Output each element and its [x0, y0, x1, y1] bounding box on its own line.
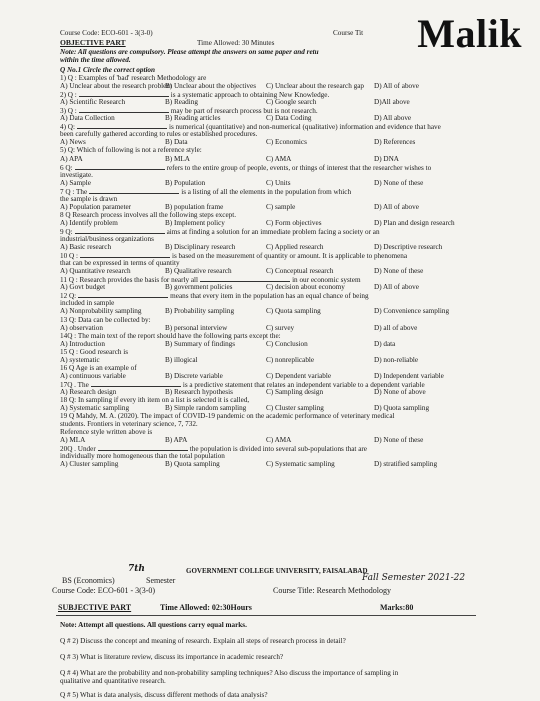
subj-course-title: Course Title: Research Methodology	[273, 586, 391, 595]
question-text: 20Q . Under	[60, 445, 96, 454]
subj-note: Note: Attempt all questions. All questions carry equal marks.	[60, 621, 247, 629]
obj-question-heading: Q No.1 Circle the correct option	[60, 66, 156, 74]
option-a: A) Cluster sampling	[60, 460, 119, 469]
option-c: C) sample	[266, 202, 296, 211]
option-d: D) stratified sampling	[374, 460, 438, 469]
option-c: C) Units	[266, 178, 291, 187]
question-continuation: students. Frontiers in veterinary science, 7, 732.	[60, 420, 198, 429]
question-tail: is a listing of all the elements in the population from which	[181, 187, 352, 196]
answer-blank	[91, 380, 181, 387]
question-stem	[60, 146, 202, 154]
option-b: B) Reading articles	[165, 114, 221, 123]
question-text: 8 Q Research process involves all the following steps except.	[60, 210, 237, 219]
question-stem	[60, 332, 281, 340]
option-a: A) Research design	[60, 387, 117, 396]
option-b: B) Summary of findings	[165, 339, 236, 348]
option-c: C) Cluster sampling	[266, 404, 324, 413]
question-continuation: industrial/business organizations	[60, 235, 154, 243]
question-stem	[60, 316, 151, 324]
option-d: D) Plan and design research	[374, 218, 455, 227]
option-d: D) Convenience sampling	[374, 307, 450, 316]
question-continuation: investigate.	[60, 170, 93, 179]
obj-note-line1: Note: All questions are compulsory. Please attempt the answers on same paper and retu	[60, 48, 319, 56]
option-d: D) All above	[374, 114, 412, 123]
option-d: D) data	[374, 339, 396, 348]
option-d: D) Descriptive research	[374, 243, 443, 252]
option-c: C) Unclear about the research gap	[266, 82, 364, 91]
question-stem	[60, 396, 249, 404]
option-a: A) systematic	[60, 355, 100, 364]
question-text: 2) Q :	[60, 91, 77, 100]
option-c: C) Applied research	[266, 243, 324, 252]
question-text: 13 Q: Data can be collected by:	[60, 315, 151, 324]
option-c: C) Dependent variable	[266, 371, 332, 380]
option-a: A) Introduction	[60, 339, 105, 348]
option-c: C) AMA	[266, 436, 292, 445]
option-a: A) News	[60, 138, 86, 147]
question-continuation: Reference style written above is	[60, 428, 153, 437]
question-text: 15 Q : Good research is	[60, 347, 129, 356]
option-a: A) Identify problem	[60, 218, 118, 227]
question-tail: means that every item in the population has an equal chance of being	[170, 292, 369, 301]
option-c: C) Conclusion	[266, 339, 308, 348]
answer-blank	[98, 444, 188, 451]
option-b: B) Unclear about the objectives	[165, 82, 257, 91]
question-text: 12 Q:	[60, 292, 77, 301]
option-c: C) Economics	[266, 138, 307, 147]
option-d: D) References	[374, 138, 416, 147]
obj-part-title: OBJECTIVE PART	[60, 38, 126, 47]
question-continuation: the sample is drawn	[60, 194, 118, 203]
answer-blank	[79, 106, 169, 113]
option-d: D) None of these	[374, 436, 424, 445]
option-a: A) Population parameter	[60, 202, 132, 211]
option-b: B) Qualitative research	[165, 267, 232, 276]
option-a: A) Scientific Research	[60, 98, 126, 107]
option-d: D) All of above	[374, 202, 419, 211]
option-a: A) Govt budget	[60, 283, 106, 292]
subj-part-title: SUBJECTIVE PART	[58, 603, 132, 612]
question-text: 16 Q Age is an example of	[60, 363, 137, 372]
obj-course-title-cut: Course Tit	[333, 29, 364, 37]
divider	[56, 615, 476, 616]
answer-blank	[89, 187, 179, 194]
option-c: C) Conceptual research	[266, 267, 334, 276]
question-text: 3) Q :	[60, 107, 77, 116]
handwritten-semester: Fall Semester 2021-22	[362, 573, 466, 583]
option-b: B) Implement policy	[165, 218, 225, 227]
option-d: D) non-reliable	[374, 355, 419, 364]
option-b: B) Research hypothesis	[165, 387, 233, 396]
option-b: B) Population	[165, 178, 206, 187]
option-a: A) continuous variable	[60, 371, 126, 380]
option-b: B) Simple random sampling	[165, 404, 247, 413]
question-continuation: individually more homogeneous than the total population	[60, 452, 225, 461]
option-c: C) AMA	[266, 154, 292, 163]
option-a: A) observation	[60, 323, 103, 332]
option-a: A) Quantitative research	[60, 267, 131, 276]
subj-question-4-line1: Q # 4) What are the probability and non-probability sampling techniques? Also discuss the importance of sampling in	[60, 669, 399, 677]
option-d: D) Independent variable	[374, 371, 444, 380]
question-continuation: that can be expressed in terms of quantity	[60, 259, 180, 268]
handwritten-7th: 7th	[128, 564, 145, 574]
question-text: 14Q : The main text of the report should have the following parts except the:	[60, 331, 281, 340]
subj-semester-label: Semester	[146, 576, 176, 585]
subj-question-3: Q # 3) What is literature review, discuss its importance in academic research?	[60, 653, 284, 661]
subj-course-code: Course Code: ECO-601 - 3(3-0)	[52, 586, 156, 595]
option-c: C) Sampling design	[266, 387, 324, 396]
question-stem	[60, 211, 236, 219]
obj-note-line2: within the time allowed.	[60, 56, 131, 64]
option-b: B) APA	[165, 436, 188, 445]
option-d: D) DNA	[374, 154, 399, 163]
subj-question-4-line2: qualitative and quantitative research.	[60, 677, 166, 685]
question-stem	[60, 163, 431, 172]
option-b: B) Quota sampling	[165, 460, 220, 469]
question-continuation: been carefully gathered according to rules or established procedures.	[60, 130, 258, 139]
question-tail: may be part of research process but is not research.	[170, 107, 318, 116]
question-tail: aims at finding a solution for an immediate problem facing a society or an	[166, 227, 380, 236]
option-a: A) Data Collection	[60, 114, 115, 123]
option-b: B) Disciplinary research	[165, 243, 236, 252]
university-name: GOVERNMENT COLLEGE UNIVERSITY, FAISALABAD	[186, 567, 368, 575]
option-d: D) All of above	[374, 82, 419, 91]
question-text: 5) Q: Which of following is not a reference style:	[60, 146, 202, 155]
option-a: A) Sample	[60, 178, 91, 187]
option-c: C) Google search	[266, 98, 317, 107]
answer-blank	[80, 251, 170, 258]
question-tail: is based on the measurement of quantity or amount. It is applicable to phenomena	[171, 252, 408, 261]
question-stem	[60, 364, 137, 372]
obj-time-allowed: Time Allowed: 30 Minutes	[197, 39, 275, 47]
option-a: A) MLA	[60, 436, 86, 445]
option-b: B) Probability sampling	[165, 307, 235, 316]
question-stem	[60, 74, 206, 82]
option-a: A) Systematic sampling	[60, 404, 130, 413]
option-a: A) Unclear about the research problem	[60, 82, 172, 91]
question-text: 11 Q : Research provides the basis for nearly all	[60, 276, 199, 285]
subj-marks: Marks:80	[380, 603, 414, 612]
option-d: D) Quota sampling	[374, 404, 430, 413]
option-c: C) Form objectives	[266, 218, 322, 227]
option-c: C) survey	[266, 323, 295, 332]
option-b: B) Reading	[165, 98, 198, 107]
option-b: B) population frame	[165, 202, 224, 211]
option-a: A) Basic research	[60, 243, 112, 252]
question-text: 19 Q Mahdy, M. A. (2020). The impact of COVID-19 pandemic on the academic performance of veterinary medical	[60, 412, 395, 421]
option-c: C) Quota sampling	[266, 307, 321, 316]
question-text: 17Q . The	[60, 380, 89, 389]
option-b: B) government policies	[165, 283, 233, 292]
option-c: C) Data Coding	[266, 114, 312, 123]
answer-blank	[200, 275, 290, 282]
question-tail: is a systematic approach to obtaining New Knowledge.	[170, 91, 330, 100]
question-text: 10 Q :	[60, 252, 78, 261]
answer-blank	[78, 291, 168, 298]
question-tail: the population is divided into several sub-populations that are	[189, 445, 367, 454]
option-a: A) Nonprobability sampling	[60, 307, 142, 316]
subj-question-2: Q # 2) Discuss the concept and meaning of research. Explain all steps of research process in detail?	[60, 637, 346, 645]
question-text: 6 Q:	[60, 163, 73, 172]
option-d: D) None of these	[374, 178, 424, 187]
subj-program: BS (Economics)	[62, 576, 115, 585]
question-text: 9 Q:	[60, 227, 73, 236]
question-continuation: included in sample	[60, 299, 115, 308]
option-d: D) all of above	[374, 323, 418, 332]
question-tail: is a predictive statement that relates an independent variable to a dependent variable	[182, 380, 425, 389]
option-c: C) decision about economy	[266, 283, 345, 292]
option-c: C) Systematic sampling	[266, 460, 335, 469]
answer-blank	[79, 90, 169, 97]
question-text: 4) Q:	[60, 123, 75, 132]
question-stem	[60, 348, 128, 356]
option-b: B) MLA	[165, 154, 190, 163]
option-d: D)All above	[374, 98, 410, 107]
obj-course-code: Course Code: ECO-601 - 3(3-0)	[60, 29, 153, 37]
option-c: C) nonreplicable	[266, 355, 315, 364]
option-d: D) All of above	[374, 283, 419, 292]
option-b: B) Discrete variable	[165, 371, 223, 380]
watermark-text: Malik	[417, 11, 522, 56]
option-d: D) None of above	[374, 387, 426, 396]
question-stem	[60, 412, 395, 420]
option-b: B) Data	[165, 138, 188, 147]
question-text: 1) Q : Examples of 'bad' research Methodology are	[60, 74, 207, 82]
subj-time-allowed: Time Allowed: 02:30Hours	[160, 603, 252, 612]
option-b: B) illogical	[165, 355, 198, 364]
question-tail: is numerical (quantitative) and non-numerical (qualitative) information and evidence that have	[168, 123, 441, 132]
answer-blank	[77, 122, 167, 129]
question-tail: in our economic system	[292, 276, 361, 285]
question-text: 7 Q : The	[60, 187, 88, 196]
option-d: D) None of these	[374, 267, 424, 276]
option-a: A) APA	[60, 154, 83, 163]
subj-question-5: Q # 5) What is data analysis, discuss different methods of data analysis?	[60, 691, 268, 699]
question-text: 18 Q: In sampling if every ith item on a list is selected it is called,	[60, 396, 250, 404]
answer-blank	[75, 163, 165, 170]
question-tail: refers to the entire group of people, events, or things of interest that the researcher wishes to	[166, 163, 432, 172]
option-b: B) personal interview	[165, 323, 228, 332]
answer-blank	[75, 227, 165, 234]
